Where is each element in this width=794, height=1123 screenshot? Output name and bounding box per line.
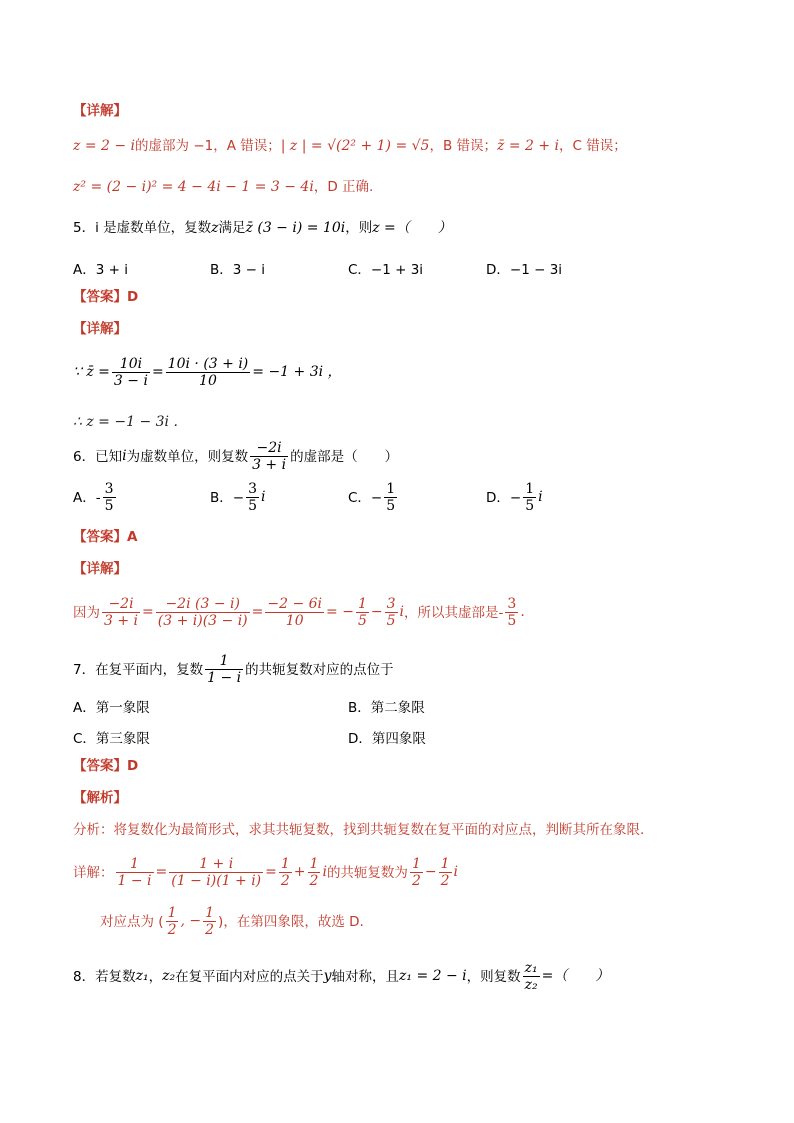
q6-answer: 【答案】A [73, 529, 138, 545]
q5-sol1-f1-den: 3 − i [113, 373, 148, 390]
q6-sol-pre: 因为 [73, 604, 100, 621]
q6-stem-b: 为虚数单位，则复数 [126, 448, 249, 465]
q6-i: i [399, 604, 405, 621]
q8-comma: ， [148, 968, 163, 985]
q7-pt-f2-num: 1 [205, 905, 215, 921]
explain4-l1d: ，B 错误； [429, 138, 498, 155]
q6-optA-pre: A．- [73, 489, 101, 506]
q7-minus: − [424, 864, 437, 881]
q6-stem-frac [250, 440, 288, 473]
explain4-l2a: z² = (2 − i)² = 4 − 4i − 1 = 3 − 4i [73, 179, 314, 195]
q7-f1-den: 1 − i [117, 873, 152, 890]
q7-pt-f2-den: 2 [205, 922, 215, 939]
q6-sol-end: . [520, 604, 525, 621]
q7-f6-num: 1 [440, 856, 450, 872]
q6-optC-num: 1 [386, 481, 396, 497]
q6-sol-frac3 [265, 596, 324, 629]
q6-optB-num: 3 [248, 481, 257, 497]
explain4-l1b: 的虚部为 −1，A 错误； [135, 138, 281, 155]
q5-option-c: C．−1 + 3i [348, 262, 424, 278]
q5-sol1-pre: ∵ z̄ = [73, 364, 110, 381]
q5-sol1-f2-den: 10 [199, 373, 217, 390]
q7-analysis-heading: 【解析】 [73, 790, 127, 806]
q7-pt-frac1 [166, 905, 179, 938]
q7-eq1: = [155, 864, 168, 881]
q7-pt-pre: 对应点为 ( [100, 913, 164, 930]
q6-optC-den: 5 [386, 498, 396, 515]
q6-f2-den: (3 + i)(3 − i) [157, 613, 248, 630]
q6-stem [73, 440, 398, 473]
q7-stem-a: 7．在复平面内，复数 [73, 661, 204, 678]
q7-option-d: D．第四象限 [348, 731, 426, 747]
q6-optD-frac [523, 481, 536, 514]
q6-eq3: = − [326, 604, 354, 621]
q5-stem-d: z =（ ） [372, 220, 452, 236]
q6-sol-frac6 [505, 596, 518, 629]
q8-z2: z₂ [162, 968, 176, 985]
q7-mid: 的共轭复数为 [326, 864, 408, 881]
q7-stem [73, 653, 394, 686]
explain4-l1f: ，C 错误； [559, 138, 627, 155]
q6-f1-num: −2i [102, 596, 140, 613]
q6-f3-den: 10 [285, 613, 304, 630]
q5-option-b: B．3 − i [210, 262, 265, 278]
q6-sol-mid: ，所以其虚部是- [404, 604, 504, 621]
q6-option-a [73, 481, 118, 514]
q6-eq1: = [142, 604, 154, 621]
q6-stem-c: 的虚部是（ ） [290, 448, 399, 465]
q7-frac5 [410, 856, 423, 889]
q7-f5-num: 1 [411, 856, 421, 872]
q7-frac6 [439, 856, 452, 889]
q5-stem-z: z [211, 220, 219, 236]
q6-optB-post: i [261, 489, 266, 506]
q6-stem-i: i [122, 448, 127, 465]
q5-detail-heading: 【详解】 [73, 321, 127, 337]
q6-option-c [348, 481, 399, 514]
q7-solution [73, 856, 458, 889]
q7-pt-comma: , − [180, 913, 202, 930]
q5-stem-eq: z̄ (3 − i) = 10i [245, 220, 346, 236]
q8-stem-c: 轴对称，且 [331, 968, 400, 985]
q8-y: y [323, 968, 332, 985]
q6-eq2: = [251, 604, 264, 621]
explain4-line1 [73, 138, 627, 155]
q6-optD-num: 1 [525, 481, 535, 497]
q6-optB-den: 5 [248, 498, 257, 515]
q7-option-c: C．第三象限 [73, 731, 150, 747]
q7-f4-den: 2 [309, 873, 319, 890]
q8-stem-a: 8．若复数 [73, 968, 136, 985]
q5-stem [73, 220, 452, 237]
q6-optD-pre: D．− [486, 489, 522, 506]
q6-f3-num: −2 − 6i [267, 596, 323, 612]
q7-frac2 [169, 856, 263, 889]
q6-minus: − [370, 604, 383, 621]
q7-pt-post: )，在第四象限，故选 D. [218, 913, 364, 930]
q6-stem-a: 6．已知 [73, 448, 123, 465]
q6-f2-num: −2i (3 − i) [156, 596, 250, 613]
q8-stem-b: 在复平面内对应的点关于 [175, 968, 324, 985]
q7-f2-den: (1 − i)(1 + i) [171, 873, 262, 890]
q7-stem-b: 的共轭复数对应的点位于 [245, 661, 394, 678]
q5-sol1-post: = −1 + 3i ， [252, 364, 342, 381]
q7-frac1 [116, 856, 154, 889]
q7-eq2: = [265, 864, 277, 881]
q6-f6-den: 5 [507, 613, 517, 630]
q7-pt-f1-num: 1 [167, 905, 177, 921]
q5-stem-b: 满足 [218, 220, 246, 237]
q5-option-d: D．−1 − 3i [486, 262, 563, 278]
q5-answer: 【答案】D [73, 289, 139, 305]
q6-optA-num: 3 [104, 481, 114, 497]
q7-pt-f1-den: 2 [167, 922, 177, 939]
q6-sol-frac2 [156, 596, 250, 629]
q8-f-num: z₁ [524, 960, 538, 976]
q5-solution-line1 [73, 356, 342, 389]
q7-option-b: B．第二象限 [348, 700, 425, 716]
q5-sol1-f2-num: 10i · (3 + i) [167, 356, 249, 372]
q6-solution [73, 596, 525, 629]
explain4-l2b: ，D 正确. [313, 179, 374, 196]
q5-solution-line2: ∴ z = −1 − 3i . [73, 414, 178, 430]
q8-stem-e: =（ ） [541, 968, 610, 985]
q7-i2: i [453, 864, 458, 881]
q8-stem [73, 960, 609, 993]
q5-stem-c: ，则 [345, 220, 373, 237]
q7-f3-den: 2 [280, 873, 290, 890]
explain4-line2 [73, 179, 373, 196]
q8-z1: z₁ [135, 968, 149, 985]
q6-sol-frac5 [385, 596, 398, 629]
q6-optA-frac [103, 481, 116, 514]
q7-xiangjie: 详解： [73, 864, 114, 881]
q5-stem-a: 5．i 是虚数单位，复数 [73, 220, 212, 237]
explain4-l1a: z = 2 − i [73, 138, 136, 154]
q6-optA-den: 5 [104, 498, 114, 515]
q6-stem-f-num: −2i [250, 440, 288, 457]
q6-optC-pre: C．− [348, 489, 383, 506]
q7-point [100, 905, 364, 938]
q6-optC-frac [384, 481, 397, 514]
q6-detail-heading: 【详解】 [73, 561, 127, 577]
q7-fenxi: 分析：将复数化为最简形式，求其共轭复数，找到共轭复数在复平面的对应点，判断其所在象限. [73, 822, 645, 838]
detail-heading: 【详解】 [73, 103, 127, 119]
q7-f3-num: 1 [280, 856, 290, 872]
q7-stem-f-num: 1 [205, 653, 243, 670]
q7-option-a: A．第一象限 [73, 700, 150, 716]
q7-stem-f-den: 1 − i [207, 670, 242, 687]
q8-stem-d: ，则复数 [466, 968, 521, 985]
q7-f5-den: 2 [411, 873, 421, 890]
q5-option-a: A．3 + i [73, 262, 128, 278]
q6-f5-den: 5 [386, 613, 396, 630]
q6-option-b [210, 481, 265, 514]
q6-sol-frac1 [102, 596, 140, 629]
q7-answer: 【答案】D [73, 758, 139, 774]
q7-frac3 [279, 856, 292, 889]
q7-f1-num: 1 [116, 856, 154, 873]
q6-sol-frac4 [356, 596, 369, 629]
q6-optD-den: 5 [525, 498, 535, 515]
q7-f2-num: 1 + i [169, 856, 263, 873]
q6-stem-f-den: 3 + i [252, 457, 287, 474]
q6-optD-post: i [538, 489, 543, 506]
explain4-l1e: z̄ = 2 + i [497, 138, 560, 154]
q6-optB-pre: B．− [210, 489, 245, 506]
q7-plus: + [293, 864, 306, 881]
q5-sol1-f1-num: 10i [112, 356, 150, 373]
q6-f4-num: 1 [357, 596, 367, 612]
q7-pt-frac2 [203, 905, 216, 938]
q7-f4-num: 1 [309, 856, 319, 872]
q6-option-d [486, 481, 543, 514]
q7-f6-den: 2 [440, 873, 450, 890]
q7-i: i [322, 864, 327, 881]
explain4-l1c: | z | = √(2² + 1) = √5 [280, 138, 430, 154]
q5-sol1-frac2 [166, 356, 251, 389]
q8-f-den: z₂ [524, 977, 538, 994]
q5-sol1-eq: = [151, 364, 164, 381]
q5-sol1-frac1 [112, 356, 150, 389]
q8-cond: z₁ = 2 − i [399, 968, 467, 985]
q8-frac [523, 960, 540, 993]
q6-f1-den: 3 + i [104, 613, 139, 630]
q6-f4-den: 5 [357, 613, 367, 630]
q7-stem-frac [205, 653, 243, 686]
q6-f5-num: 3 [386, 596, 396, 612]
q7-frac4 [308, 856, 321, 889]
q6-f6-num: 3 [507, 596, 517, 612]
q6-optB-frac [246, 481, 259, 514]
